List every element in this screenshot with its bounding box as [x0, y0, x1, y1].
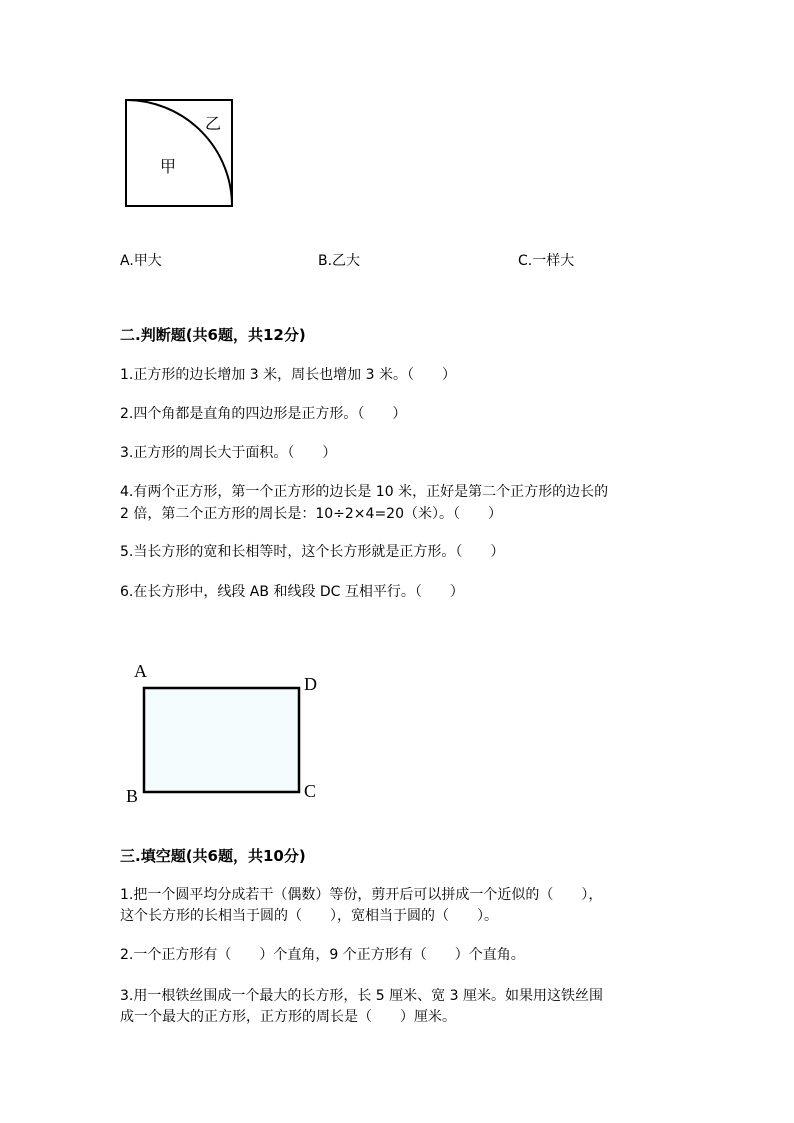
section2-heading: 二.判断题(共6题，共12分)	[120, 326, 306, 344]
fill-item-1-line1: 1.把一个圆平均分成若干（偶数）等份，剪开后可以拼成一个近似的（ ），	[120, 887, 603, 903]
judge-item-2: 2.四个角都是直角的四边形是正方形。（ ）	[120, 406, 407, 422]
region-label-jia: 甲	[160, 157, 177, 176]
rectangle-figure	[140, 684, 305, 796]
vertex-label-c: C	[304, 781, 317, 801]
quarter-circle-figure	[120, 94, 240, 212]
judge-item-4-line2: 2 倍，第二个正方形的周长是：10÷2×4=20（米）。（ ）	[120, 506, 502, 522]
fill-item-3-line1: 3.用一根铁丝围成一个最大的长方形，长 5 厘米、宽 3 厘米。如果用这铁丝围	[120, 988, 603, 1004]
choice-a: A.甲大	[120, 253, 162, 269]
fill-item-3-line2: 成一个最大的正方形，正方形的周长是（ ）厘米。	[120, 1009, 456, 1025]
judge-item-3: 3.正方形的周长大于面积。（ ）	[120, 445, 337, 461]
vertex-label-a: A	[134, 661, 147, 681]
fill-item-2: 2.一个正方形有（ ）个直角，9 个正方形有（ ）个直角。	[120, 947, 525, 963]
vertex-label-b: B	[126, 786, 139, 806]
judge-item-6: 6.在长方形中，线段 AB 和线段 DC 互相平行。（ ）	[120, 584, 464, 600]
region-label-yi: 乙	[205, 114, 222, 133]
choice-c: C.一样大	[518, 253, 575, 269]
vertex-label-d: D	[304, 674, 317, 694]
choice-b: B.乙大	[318, 253, 361, 269]
judge-item-4-line1: 4.有两个正方形，第一个正方形的边长是 10 米，正好是第二个正方形的边长的	[120, 484, 609, 500]
rectangle-abcd	[144, 688, 299, 792]
judge-item-5: 5.当长方形的宽和长相等时，这个长方形就是正方形。（ ）	[120, 544, 505, 560]
section3-heading: 三.填空题(共6题，共10分)	[120, 847, 306, 865]
fill-item-1-line2: 这个长方形的长相当于圆的（ ），宽相当于圆的（ ）。	[120, 908, 498, 924]
judge-item-1: 1.正方形的边长增加 3 米，周长也增加 3 米。（ ）	[120, 367, 456, 383]
